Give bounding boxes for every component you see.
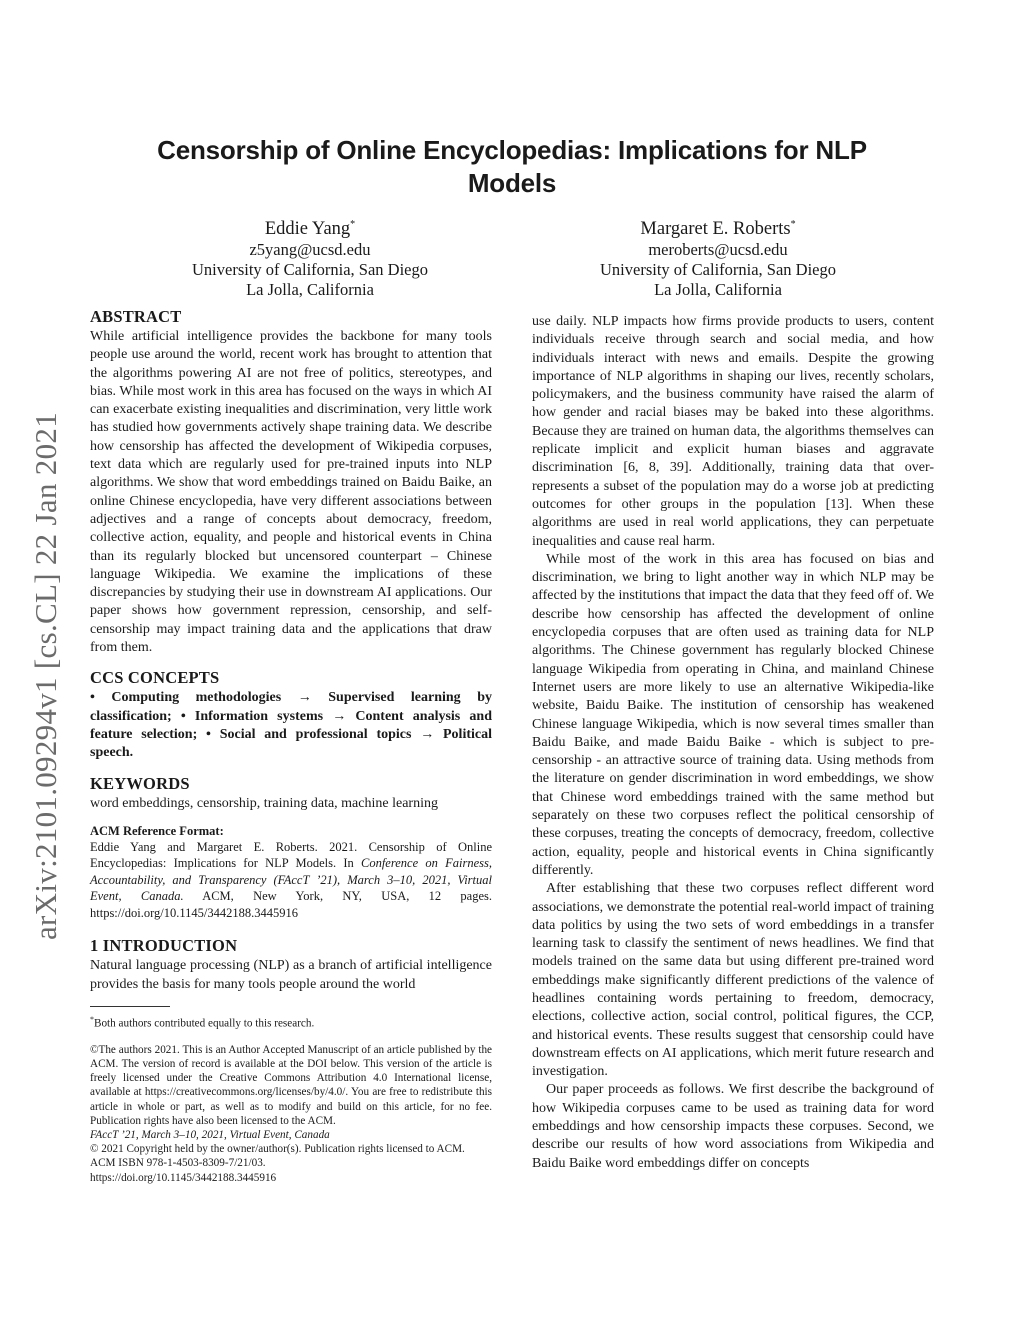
isbn-line: ACM ISBN 978-1-4503-8309-7/21/03. <box>90 1157 266 1170</box>
introduction-paragraph: Natural language processing (NLP) as a branch of artificial intelligence provides the basis for many tools people around the world <box>90 958 492 992</box>
author-location: La Jolla, California <box>246 280 374 300</box>
author-location: La Jolla, California <box>654 280 782 300</box>
keywords-heading: KEYWORDS <box>90 773 190 793</box>
author-block-1 <box>100 214 520 300</box>
intro-paragraph-3: After establishing that these two corpuses reflect different word associations, we demonstrate the potential real-world impact of training data politics by using the two sets of word embeddings in a transfer learning task to classify the sentiment of news headlines. We find that models trained on the same data but using different pre-trained word embeddings make significantly different predictions of the valence of headlines containing words pertaining to freedom, democracy, elections, collective action, social control, political figures, the CCP, and historical events. These results suggest that censorship could have downstream effects on AI applications, which merit future research and investigation. <box>532 881 934 1080</box>
arxiv-stamp: arXiv:2101.09294v1 [cs.CL] 22 Jan 2021 <box>28 411 63 940</box>
author-email: meroberts@ucsd.edu <box>648 240 788 260</box>
paper-title: Censorship of Online Encyclopedias: Implications for NLP Models <box>157 135 867 198</box>
author-affiliation: University of California, San Diego <box>192 260 428 280</box>
doi-line: https://doi.org/10.1145/3442188.3445916 <box>90 1171 277 1184</box>
author-name: Eddie Yang* <box>264 219 356 240</box>
author-email: z5yang@ucsd.edu <box>249 240 371 260</box>
footnote-equal-contribution: *Both authors contributed equally to this research. <box>90 1014 315 1030</box>
introduction-heading: 1 INTRODUCTION <box>90 936 238 956</box>
footnote-rule <box>90 1006 170 1007</box>
keywords-text: word embeddings, censorship, training data, machine learning <box>90 795 438 811</box>
right-column <box>532 313 934 1173</box>
rights-line: © 2021 Copyright held by the owner/author(s). Publication rights licensed to ACM. <box>90 1143 465 1156</box>
left-column <box>90 306 492 1185</box>
intro-paragraph-2: While most of the work in this area has focused on bias and discrimination, we bring to light another way in which NLP may be affected by the institutions that impact the data that they feed off of. We describe how censorship has affected the development of online encyclopedia corpuses that are often used as training data for NLP algorithms. The Chinese government has regularly blocked Chinese language Wikipedia from operating in China, and mainland Chinese Internet users are more likely to use an alternative Wikipedia-like website, Baidu Baike. The institution of censorship has weakened Chinese language Wikipedia, which is now several times smaller than Baidu Baike, and made Baidu Baike - which is subject to pre-censorship - an attractive source of training data. Using methods from the literature on gender discrimination in word embeddings, we show that Chinese word embeddings trained with the same method but separately on these two corpuses reflect the political censorship of these corpuses, treating the concepts of democracy, freedom, collective action, equality, people and historical events in China significantly differently. <box>532 551 934 878</box>
copyright-notice: ©The authors 2021. This is an Author Accepted Manuscript of an article published by the ACM. The version of record is available at the DOI below. This version of the article is freely licensed under the Creative Commons Attribution 4.0 International license, available at https://creativecommons.org/licenses/by/4.0/. You are free to redistribute this article in whole or part, as well as to modify and build on this article, for no fee. Publication rights have also been licensed to the ACM. <box>90 1043 492 1127</box>
footnotes <box>90 1013 492 1185</box>
ccs-text: • Computing methodologies → Supervised learning by classification; • Information systems → Content analysis and feature selection; • Social and professional topics → Political speech. <box>90 690 492 761</box>
reference-format-text: Eddie Yang and Margaret E. Roberts. 2021. Censorship of Online Encyclopedias: Implications for NLP Models. In Conference on Fairness, Accountability, and Transparency (FAccT ’21), March 3–10, 2021, Virtual Event, Canada. ACM, New York, NY, USA, 12 pages. https://doi.org/10.1145/3442188.3445916 <box>90 839 493 920</box>
author-affiliation: University of California, San Diego <box>600 260 836 280</box>
author-name: Margaret E. Roberts* <box>640 219 796 240</box>
author-block-2 <box>508 214 928 300</box>
abstract-heading: ABSTRACT <box>90 307 182 326</box>
intro-paragraph-4: Our paper proceeds as follows. We first describe the background of how Wikipedia corpuses came to be used as training data for word embeddings and how censorship impacts these corpuses. Second, we describe our results of how word associations from Wikipedia and Baidu Baike word embeddings differ on concepts <box>532 1082 934 1171</box>
conference-line: FAccT ’21, March 3–10, 2021, Virtual Event, Canada <box>90 1129 330 1142</box>
abstract-text: While artificial intelligence provides the backbone for many tools people use around the world, recent work has brought to attention that the algorithms powering AI are not free of politics, stereotypes, and bias. While most work in this area has focused on the ways in which AI can exacerbate existing inequalities and discrimination, very little work has studied how governments actively shape training data. We describe how censorship has affected the development of Wikipedia corpuses, text data which are regularly used for pre-trained inputs into NLP algorithms. We show that word embeddings trained on Baidu Baike, an online Chinese encyclopedia, have very different associations between adjectives and a range of concepts about democracy, freedom, collective action, equality, and people and historical events in China than its regularly blocked but uncensored counterpart – Chinese language Wikipedia. We examine the implications of these discrepancies by studying their use in downstream AI applications. Our paper shows how government repression, censorship, and self-censorship may impact training data and the applications that draw from them. <box>90 329 492 656</box>
ccs-heading: CCS CONCEPTS <box>90 668 220 688</box>
reference-format-heading: ACM Reference Format: <box>90 823 224 838</box>
intro-paragraph-1: use daily. NLP impacts how firms provide products to users, content individuals receive through search and social media, and how individuals interact with news and emails. Despite the growing importance of NLP algorithms in shaping our lives, recently scholars, policymakers, and the business community have raised the alarm of how gender and racial biases may be baked into these algorithms. Because they are trained on human data, the algorithms themselves can replicate implicit and explicit human biases and aggravate discrimination [6, 8, 39]. Additionally, training data that over-represents a subset of the population may do a worse job at predicting outcomes for other groups in the population [13]. When these algorithms are used in real world applications, they can perpetuate inequalities and cause real harm. <box>532 314 934 549</box>
